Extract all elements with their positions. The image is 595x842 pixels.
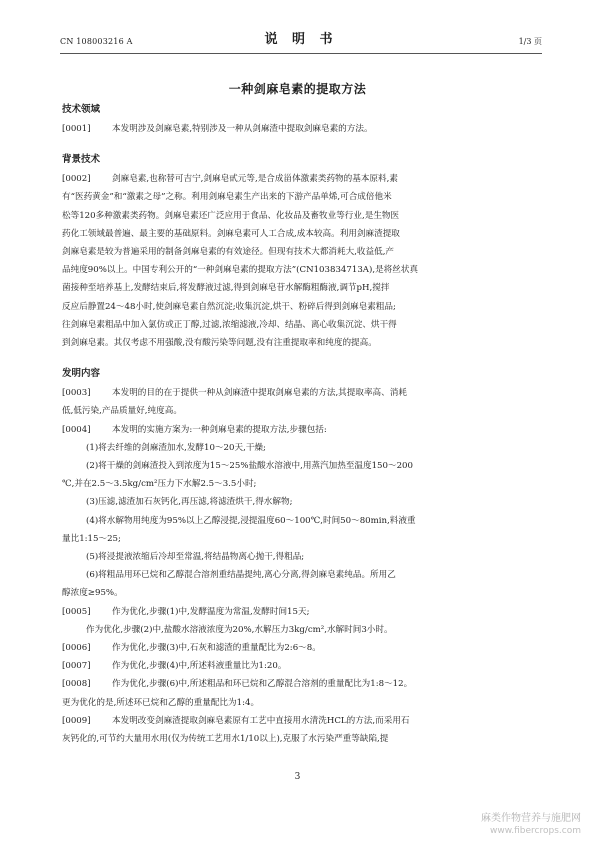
paragraph-line: 作为优化,步骤(2)中,盐酸水溶液浓度为20%,水解压力3kg/cm²,水解时间3小时。 <box>86 624 393 635</box>
section-heading-tech-field: 技术领域 <box>62 104 101 115</box>
paragraph-line: 本发明的实施方案为:一种剑麻皂素的提取方法,步骤包括: <box>112 424 327 435</box>
paragraph-number: [0006] <box>62 643 91 654</box>
paragraph-number: [0001] <box>62 124 91 134</box>
page-indicator: 1/3 页 <box>518 37 542 46</box>
paragraph-line: 作为优化,步骤(1)中,发酵温度为常温,发酵时间15天; <box>112 606 310 617</box>
step-5: (5)将浸提液浓缩后冷却至常温,将结晶物离心抛干,得粗品; <box>86 552 305 563</box>
page-header <box>60 34 542 50</box>
step-1: (1)将去纤维的剑麻渣加水,发酵10～20天,干燥; <box>86 442 266 453</box>
paragraph-0001 <box>62 120 540 138</box>
paragraph-0009 <box>62 712 540 748</box>
watermark-line: 麻类作物营养与施肥网 <box>481 813 581 824</box>
paragraph-line: 品纯度90%以上。中国专利公开的“一种剑麻皂素的提取方法”(CN103834713A),是将丝状真 <box>62 265 419 276</box>
paragraph-line: 剑麻皂素,也称替可吉宁,剑麻皂甙元等,是合成甾体激素类药物的基本原料,素 <box>112 174 398 185</box>
paragraph-0007 <box>62 657 540 675</box>
paragraph-0006 <box>62 639 540 657</box>
document-type: 说 明 书 <box>264 32 338 47</box>
paragraph-number: [0002] <box>62 174 91 185</box>
paragraph-line: 反应后静置24～48小时,使剑麻皂素自然沉淀;收集沉淀,烘干、粉碎后得到剑麻皂素粗品; <box>62 301 396 312</box>
paragraph-number: [0007] <box>62 661 91 672</box>
patent-number: CN 108003216 A <box>60 37 133 46</box>
paragraph-line: 低,低污染,产品质量好,纯度高。 <box>62 406 182 417</box>
paragraph-0003 <box>62 384 540 420</box>
paragraph-0008 <box>62 675 540 711</box>
paragraph-line: 往剑麻皂素粗品中加入氯仿或正丁醇,过滤,浓缩滤液,冷却、结晶、离心收集沉淀、烘干得 <box>62 319 397 330</box>
watermark-url: www.fibercrops.com <box>490 826 581 836</box>
paragraph-line: 有“医药黄金”和“激素之母”之称。利用剑麻皂素生产出来的下游产品单烯,可合成倍他米 <box>62 192 392 203</box>
paragraph-number: [0005] <box>62 606 91 617</box>
paragraph-line: 剑麻皂素是较为普遍采用的制备剑麻皂素的有效途径。但现有技术大都消耗大,收益低,产 <box>62 247 395 258</box>
step-4: (4)将水解物用纯度为95%以上乙醇浸提,浸提温度60～100℃,时间50～80min,料液重 <box>86 515 416 526</box>
paragraph-0004 <box>62 421 540 603</box>
paragraph-line: 灰钙化的,可节约大量用水用(仅为传统工艺用水1/10以上),克服了水污染严重等缺陷,提 <box>62 734 389 745</box>
step-3: (3)压滤,滤渣加石灰钙化,再压滤,将滤渣烘干,得水解物; <box>86 497 293 508</box>
step-4-continued: 量比1:15～25; <box>62 533 121 544</box>
paragraph-line: 作为优化,步骤(4)中,所述料液重量比为1:20。 <box>112 661 287 672</box>
section-heading-invention: 发明内容 <box>62 368 101 380</box>
paragraph-line: 松等120多种激素类药物。剑麻皂素还广泛应用于食品、化妆品及畜牧业等行业,是生物医 <box>62 210 400 221</box>
paragraph-line: 作为优化,步骤(3)中,石灰和滤渣的重量配比为2:6～8。 <box>112 643 321 654</box>
paragraph-text: 本发明涉及剑麻皂素,特别涉及一种从剑麻渣中提取剑麻皂素的方法。 <box>112 124 373 134</box>
page-number: 3 <box>294 772 301 782</box>
paragraph-line: 作为优化,步骤(6)中,所述粗品和环已烷和乙醇混合溶剂的重量配比为1:8～12。 <box>112 679 413 690</box>
step-2: (2)将干燥的剑麻渣投入到浓度为15～25%盐酸水溶液中,用蒸汽加热至温度150～200 <box>86 461 413 472</box>
step-2-continued: ℃,并在2.5～3.5kg/cm²压力下水解2.5～3.5小时; <box>62 479 257 490</box>
paragraph-line: 更为优化的是,所述环已烷和乙醇的重量配比为1:4。 <box>62 697 260 708</box>
section-heading-background: 背景技术 <box>62 154 101 166</box>
paragraph-number: [0003] <box>62 388 91 399</box>
step-6: (6)将粗品用环已烷和乙醇混合溶剂重结晶提纯,离心分离,得剑麻皂素纯品。所用乙 <box>86 570 396 581</box>
header-divider <box>60 53 542 54</box>
paragraph-number: [0004] <box>62 424 91 435</box>
paragraph-0002 <box>62 170 540 352</box>
paragraph-line: 本发明的目的在于提供一种从剑麻渣中提取剑麻皂素的方法,其提取率高、消耗 <box>112 388 407 399</box>
paragraph-number: [0009] <box>62 715 91 726</box>
step-6-continued: 醇浓度≥95%。 <box>62 588 123 599</box>
paragraph-0005 <box>62 603 540 639</box>
paragraph-number: [0008] <box>62 679 91 690</box>
paragraph-line: 本发明改变剑麻渣提取剑麻皂素原有工艺中直接用水清洗HCL的方法,而采用石 <box>112 715 410 726</box>
watermark <box>481 812 581 838</box>
document-body <box>62 100 540 748</box>
paragraph-line: 药化工领域最普遍、最主要的基础原料。剑麻皂素可人工合成,成本较高。利用剑麻渣提取 <box>62 228 400 239</box>
paragraph-line: 到剑麻皂素。其仅考虑不用强酸,没有酸污染等问题,没有注重提取率和纯度的提高。 <box>62 338 377 349</box>
paragraph-line: 菌接种至培养基上,发酵结束后,将发酵液过滤,得到剑麻皂苷水解酶粗酶液,调节pH,搅拌 <box>62 283 390 294</box>
document-title: 一种剑麻皂素的提取方法 <box>228 82 367 96</box>
